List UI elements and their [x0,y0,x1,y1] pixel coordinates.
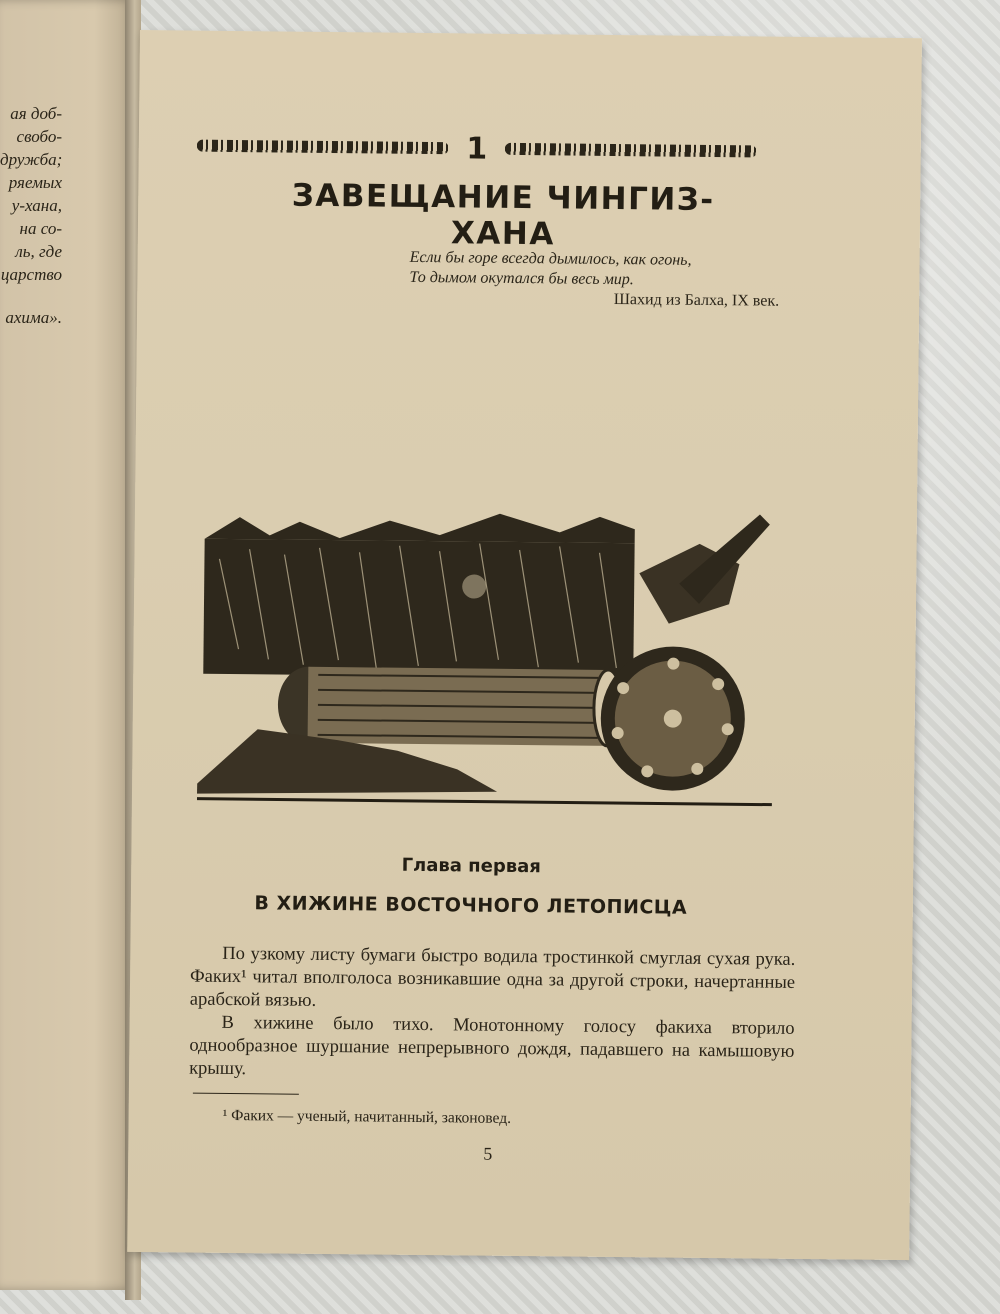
illustration-baseline [197,799,772,805]
ornament-left [197,140,449,155]
left-line: ряемых [8,173,62,192]
left-line-gap [0,286,130,306]
left-line: на со- [19,219,62,238]
left-line: ахима». [5,308,62,327]
paragraph: В хижине было тихо. Монотонному голосу факиха вторило однообразное шуршание непрерывного дождя, падавшего на камышовую крышу. [189,1012,795,1080]
banner-top-edge [205,511,635,544]
ornament-right [505,143,757,158]
right-page [127,30,922,1260]
left-line: царство [0,265,62,284]
footnote: ¹ Факих — ученый, начитанный, законовед. [222,1106,512,1127]
part-title: ЗАВЕЩАНИЕ ЧИНГИЗ-ХАНА [291,177,715,253]
page-number: 5 [483,1143,493,1164]
epigraph [409,248,790,312]
left-page-text [0,102,130,329]
epigraph-line: Если бы горе всегда дымилось, как огонь, [409,248,692,269]
left-page [0,0,135,1290]
left-line: свобо- [16,127,62,146]
left-line: ая доб- [10,104,62,123]
footnote-divider [193,1093,299,1095]
woodcut-illustration [197,499,775,807]
left-line: у-хана, [11,196,62,215]
epigraph-line: То дымом окутался бы весь мир. [409,268,634,289]
paragraph: По узкому листу бумаги быстро водила тростинкой смуглая сухая рука. Факих¹ читал вполголоса возникавшие одна за другой строки, начертанные арабской вязью. [189,943,796,1011]
part-number: 1 [466,130,488,167]
epigraph-author: Шахид из Балха, IX век. [613,290,780,310]
left-line: ль, где [15,242,62,261]
chapter-title: В ХИЖИНЕ ВОСТОЧНОГО ЛЕТОПИСЦА [254,892,688,919]
chapter-label: Глава первая [401,854,541,878]
body-text [189,943,795,1087]
chapter-header [197,131,757,167]
left-line: дружба; [0,150,63,169]
